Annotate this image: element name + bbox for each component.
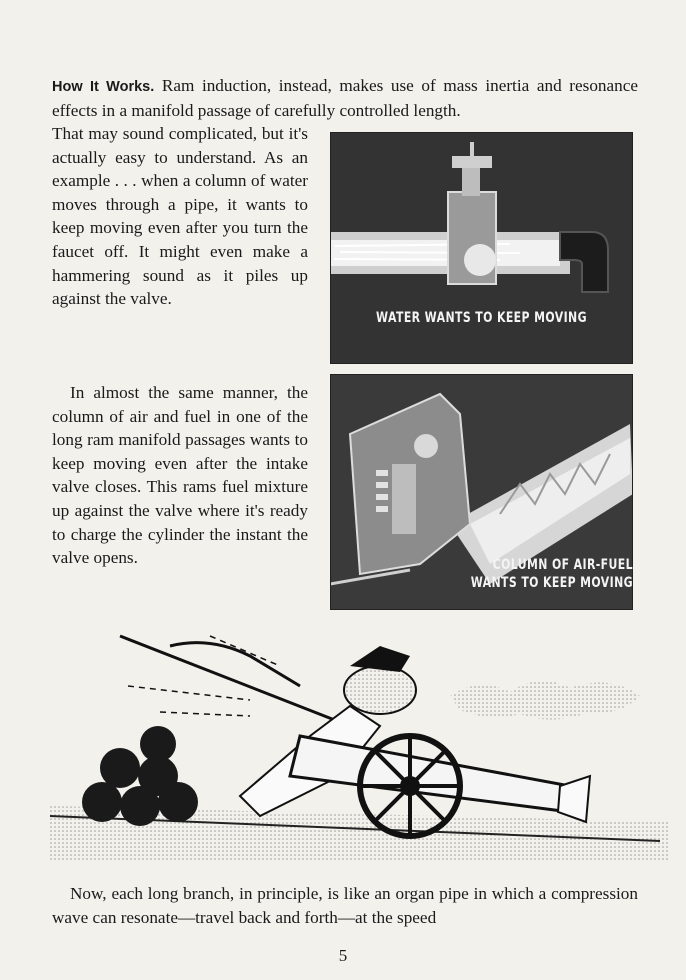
section-heading: How It Works.: [52, 79, 155, 95]
air-fuel-paragraph: In almost the same manner, the column of air and fuel in one of the long ram manifold passages wants to keep moving even after the intake valve closes. This rams fuel mixture up against the valve where it's ready to charge the cylinder the instant the valve opens.: [52, 383, 308, 568]
intro-paragraph: [52, 74, 638, 123]
cannon-ramrod-illustration: [50, 626, 670, 862]
air-fuel-caption: [397, 556, 633, 592]
organ-pipe-paragraph: Now, each long branch, in principle, is like an organ pipe in which a compression wave can resonate—travel back and forth—at the speed: [52, 884, 638, 927]
engine-photo: [330, 374, 633, 610]
faucet-photo: [330, 132, 633, 364]
intro-text: Ram induction, instead, makes use of mass inertia and resonance effects in a manifold passage of carefully controlled length.: [52, 76, 638, 120]
faucet-illustration: [330, 132, 633, 364]
page-number: 5: [338, 946, 348, 965]
water-caption: WATER WANTS TO KEEP MOVING: [376, 310, 587, 326]
cannon-cartoon: [50, 626, 670, 862]
water-example-paragraph: That may sound complicated, but it's actually easy to understand. As an example . . . when a column of water moves through a pipe, it wants to keep moving even after you turn the faucet off. It might even make a hammering sound as it piles up against the valve.: [52, 124, 308, 309]
air-fuel-caption-line2: WANTS TO KEEP MOVING: [470, 575, 633, 591]
air-fuel-caption-line1: COLUMN OF AIR-FUEL: [492, 557, 633, 573]
